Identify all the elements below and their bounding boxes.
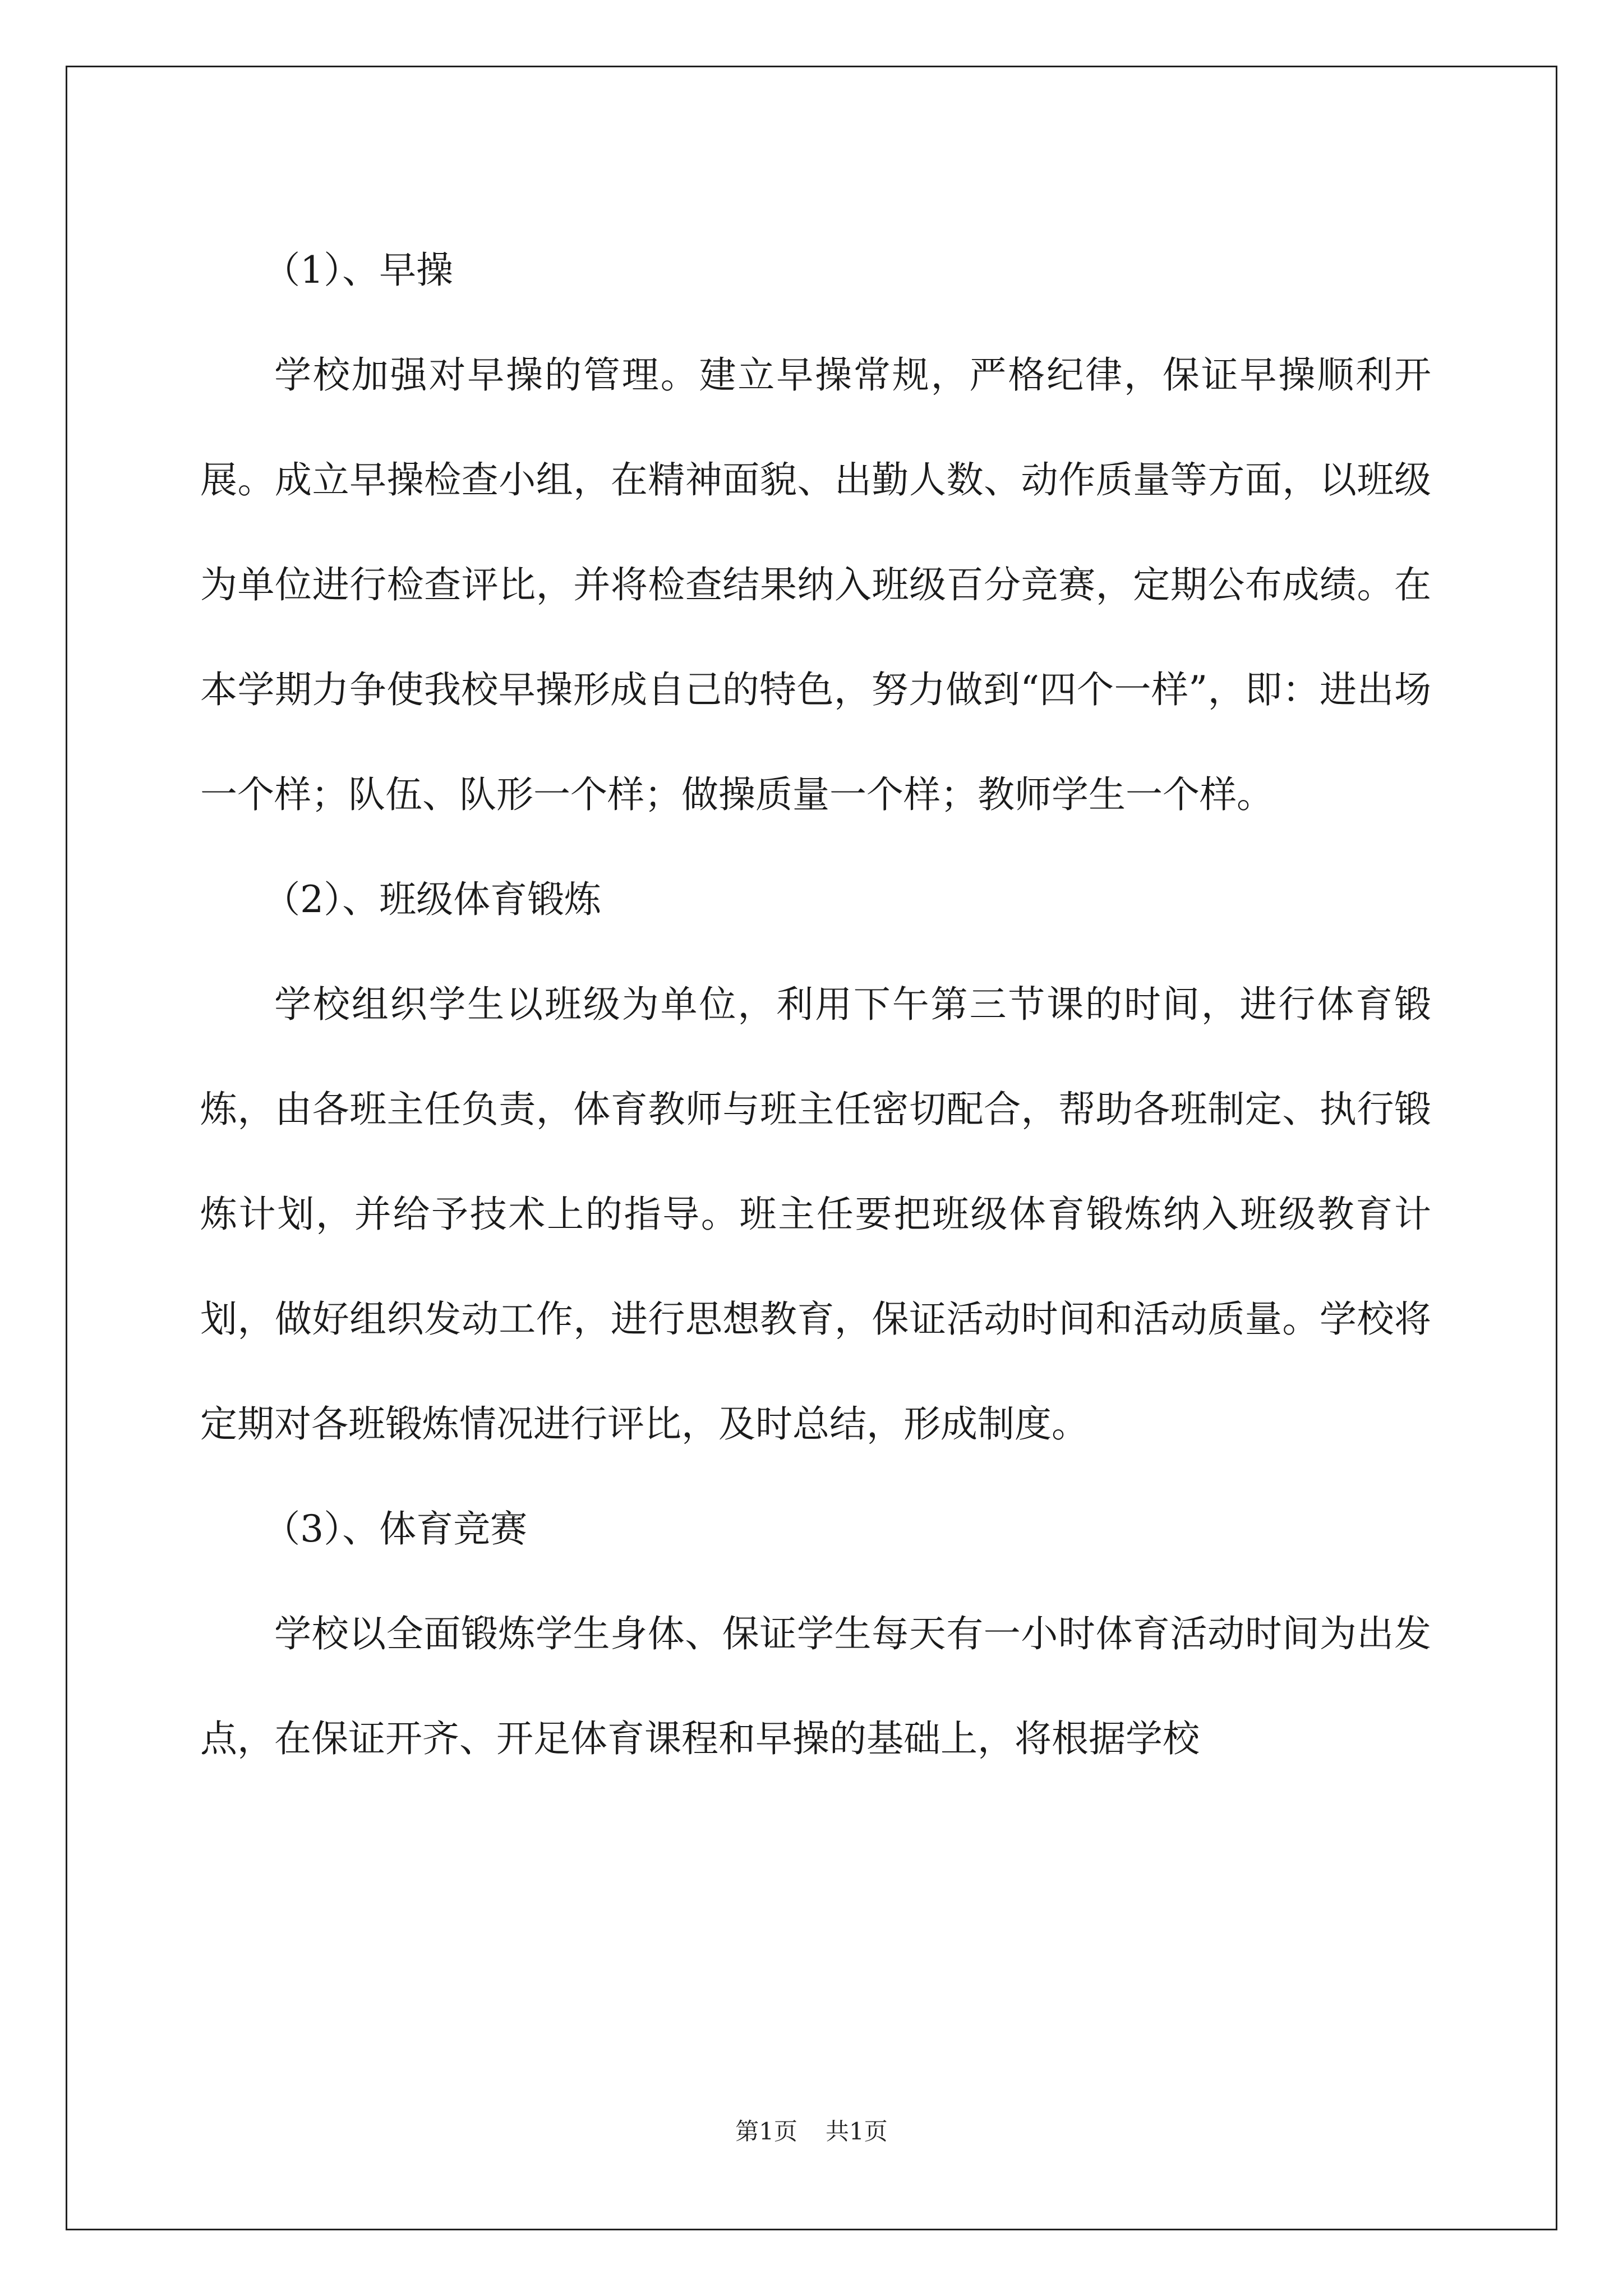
section-heading-1: （1）、早操 <box>263 249 454 292</box>
page-footer <box>0 2115 1623 2148</box>
body-paragraph-3: 学校以全面锻炼学生身体、保证学生每天有一小时体育活动时间为出发点，在保证开齐、开足体育课程和早操的基础上，将根据学校 <box>200 1612 1431 1760</box>
page-number-current: 第1页 <box>735 2118 797 2145</box>
body-paragraph-1: 学校加强对早操的管理。建立早操常规，严格纪律，保证早操顺利开展。成立早操检查小组，在精神面貌、出勤人数、动作质量等方面，以班级为单位进行检查评比，并将检查结果纳入班级百分竞赛，定期公布成绩。在本学期力争使我校早操形成自己的特色，努力做到“四个一样”，即：进出场一个样；队伍、队形一个样；做操质量一个样；教师学生一个样。 <box>200 353 1431 816</box>
section-heading-2: （2）、班级体育锻炼 <box>263 878 602 921</box>
page-number-total: 共1页 <box>826 2118 888 2145</box>
body-paragraph-2: 学校组织学生以班级为单位，利用下午第三节课的时间，进行体育锻炼，由各班主任负责，体育教师与班主任密切配合，帮助各班制定、执行锻炼计划，并给予技术上的指导。班主任要把班级体育锻炼纳入班级教育计划，做好组织发动工作，进行思想教育，保证活动时间和活动质量。学校将定期对各班锻炼情况进行评比，及时总结，形成制度。 <box>200 983 1431 1446</box>
document-body <box>200 218 1431 1791</box>
section-heading-3: （3）、体育竞赛 <box>263 1507 528 1550</box>
